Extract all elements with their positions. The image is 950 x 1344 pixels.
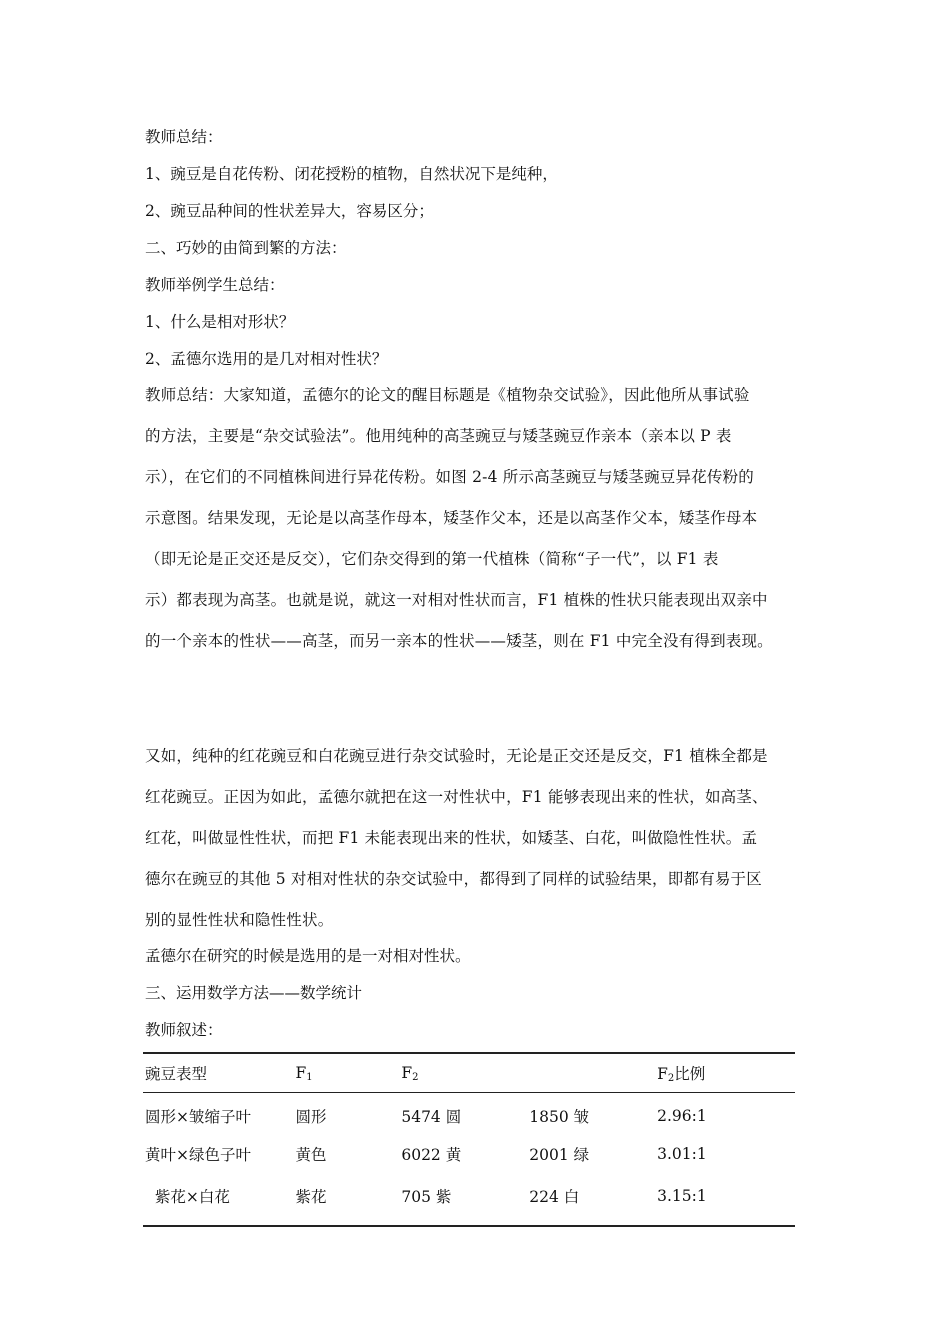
header-f2-ratio	[655, 1053, 795, 1093]
paragraph-1-line: 的一个亲本的性状——高茎，而另一亲本的性状——矮茎，则在 F1 中完全没有得到表现。	[145, 632, 773, 650]
paragraph-1-line: 教师总结：大家知道，孟德尔的论文的醒目标题是《植物杂交试验》，因此他所从事试验	[145, 386, 750, 404]
header-f2	[399, 1053, 527, 1093]
header-f1-sub: 1	[306, 1071, 313, 1083]
cell-phenotype: 圆形×皱缩子叶	[145, 1108, 251, 1126]
paragraph-2-line: 又如，纯种的红花豌豆和白花豌豆进行杂交试验时，无论是正交还是反交，F1 植株全都是	[145, 747, 768, 765]
cell-f2-recessive: 2001 绿	[529, 1146, 590, 1164]
header-phenotype: 豌豆表型	[145, 1065, 208, 1083]
cell-ratio: 3.15:1	[657, 1187, 707, 1205]
section-2-heading: 二、巧妙的由简到繁的方法：	[145, 239, 347, 257]
question-2: 2、孟德尔选用的是几对相对性状？	[145, 350, 388, 368]
cell-f1: 圆形	[295, 1108, 327, 1126]
paragraph-2-line: 德尔在豌豆的其他 5 对相对性状的杂交试验中，都得到了同样的试验结果，即都有易于区	[145, 870, 762, 888]
summary-item-1: 1、豌豆是自花传粉、闭花授粉的植物，自然状况下是纯种，	[145, 165, 558, 183]
header-f1-base: F	[295, 1063, 307, 1082]
paragraph-1-line: 示意图。结果发现，无论是以高茎作母本，矮茎作父本，还是以高茎作父本，矮茎作母本	[145, 509, 758, 527]
header-f2-sub: 2	[412, 1071, 419, 1083]
table-row	[143, 1135, 795, 1173]
section-3-prompt: 教师叙述：	[145, 1021, 223, 1039]
header-ratio-base: F	[657, 1065, 668, 1083]
cell-ratio: 2.96:1	[657, 1107, 707, 1125]
summary-item-2: 2、豌豆品种间的性状差异大，容易区分；	[145, 202, 434, 220]
section-2-conclusion: 孟德尔在研究的时候是选用的是一对相对性状。	[145, 947, 471, 965]
paragraph-1-line: （即无论是正交还是反交），它们杂交得到的第一代植株（简称“子一代”，以 F1 表	[145, 550, 719, 568]
teacher-summary-heading: 教师总结：	[145, 128, 223, 146]
cell-ratio: 3.01:1	[657, 1145, 707, 1163]
section-2-prompt: 教师举例学生总结：	[145, 276, 285, 294]
cell-phenotype: 紫花×白花	[145, 1188, 230, 1206]
cell-f2-recessive: 224 白	[529, 1188, 580, 1206]
table-row	[143, 1173, 795, 1226]
cell-f2-dominant: 705 紫	[401, 1188, 452, 1206]
header-ratio-suffix: 比例	[674, 1065, 706, 1083]
header-f1	[293, 1053, 399, 1093]
cell-phenotype: 黄叶×绿色子叶	[145, 1146, 251, 1164]
cell-f1: 紫花	[295, 1188, 327, 1206]
header-ratio-sub: 2	[667, 1073, 675, 1084]
cell-f1: 黄色	[295, 1146, 327, 1164]
paragraph-1-line: 的方法，主要是“杂交试验法”。他用纯种的高茎豌豆与矮茎豌豆作亲本（亲本以 P 表	[145, 427, 732, 445]
table-header-row	[143, 1053, 795, 1093]
pea-cross-table	[143, 1052, 795, 1227]
header-f2-base: F	[401, 1063, 413, 1082]
question-1: 1、什么是相对形状？	[145, 313, 295, 331]
paragraph-1-line: 示），在它们的不同植株间进行异花传粉。如图 2-4 所示高茎豌豆与矮茎豌豆异花传粉的	[145, 468, 754, 486]
table-row	[143, 1093, 795, 1136]
paragraph-2-line: 红花，叫做显性性状，而把 F1 未能表现出来的性状，如矮茎、白花，叫做隐性性状。孟	[145, 829, 758, 847]
paragraph-1-line: 示）都表现为高茎。也就是说，就这一对相对性状而言，F1 植株的性状只能表现出双亲中	[145, 591, 768, 609]
paragraph-2-line: 红花豌豆。正因为如此，孟德尔就把在这一对性状中，F1 能够表现出来的性状，如高茎、	[145, 788, 768, 806]
section-3-heading: 三、运用数学方法——数学统计	[145, 984, 363, 1002]
cell-f2-dominant: 5474 圆	[401, 1108, 462, 1126]
cell-f2-recessive: 1850 皱	[529, 1108, 590, 1126]
cell-f2-dominant: 6022 黄	[401, 1146, 462, 1164]
paragraph-2-line: 别的显性性状和隐性性状。	[145, 911, 334, 929]
header-empty	[527, 1053, 655, 1093]
